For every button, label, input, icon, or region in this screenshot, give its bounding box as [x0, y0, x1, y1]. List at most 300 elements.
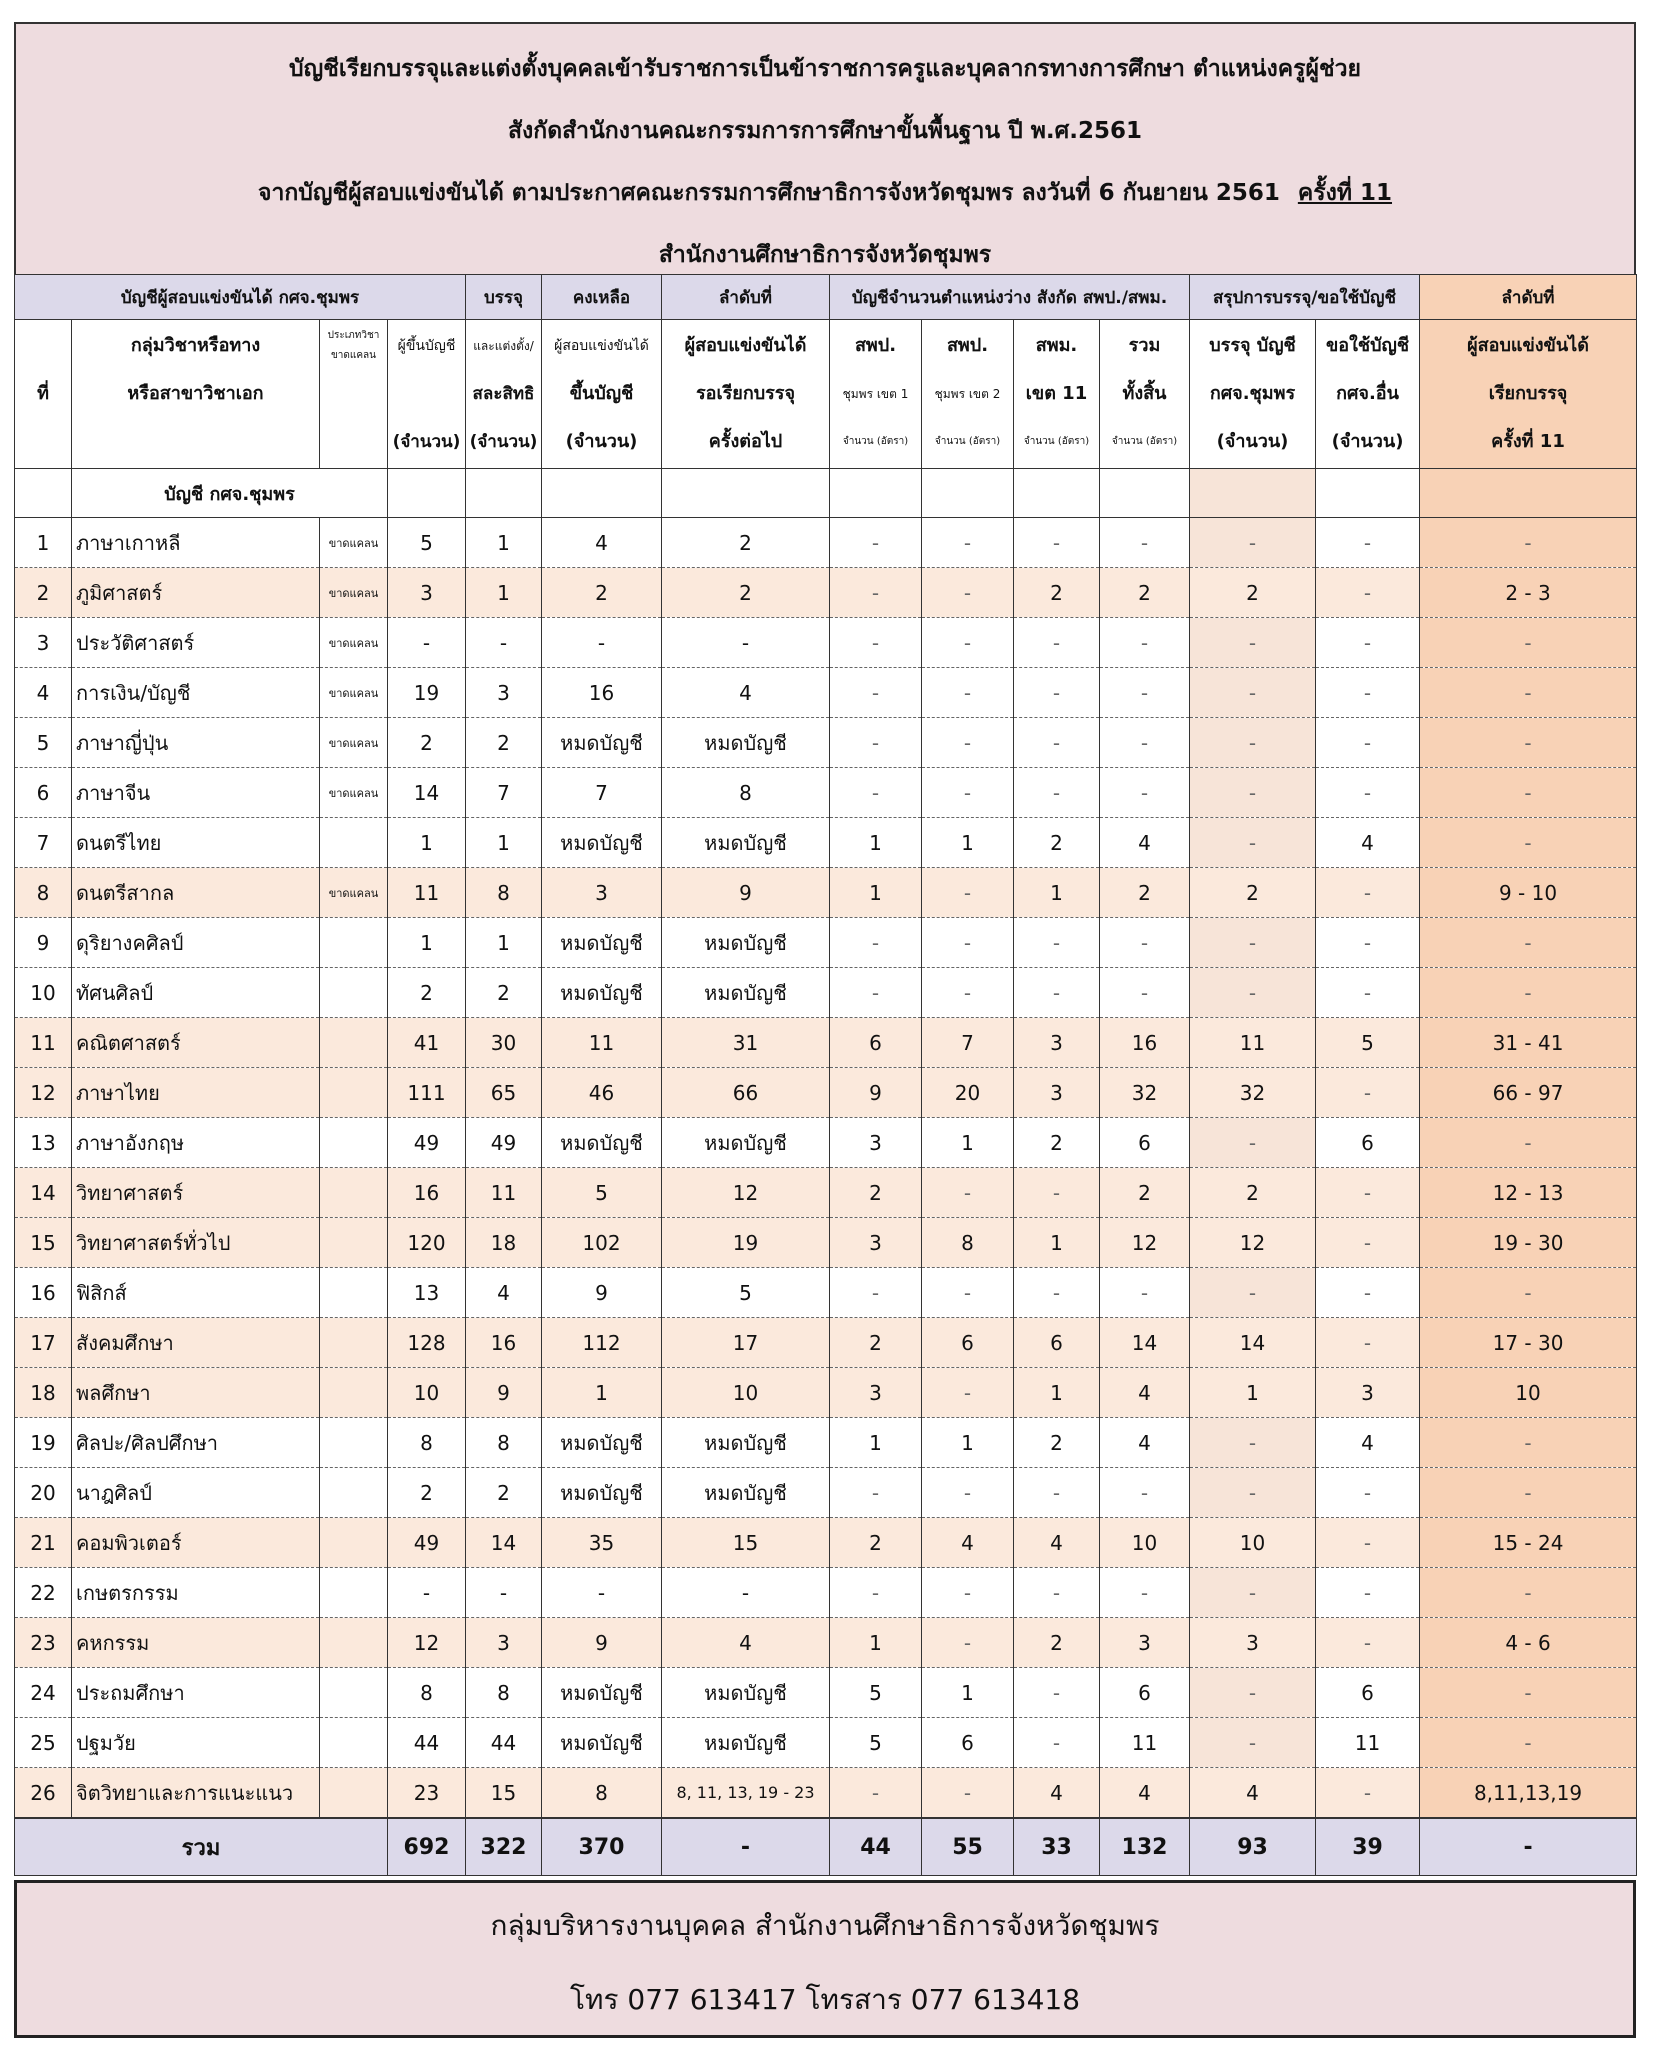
cell-type: [320, 1718, 388, 1768]
cell-vt: 10: [1100, 1518, 1190, 1568]
header-col-rank-2: เรียกบรรจุ: [1488, 383, 1568, 404]
cell-listed: 44: [388, 1718, 466, 1768]
cell-no: 1: [15, 518, 72, 568]
cell-next: 2: [662, 568, 830, 618]
cell-v3: 2: [1014, 1618, 1100, 1668]
cell-s1: 2: [1190, 868, 1316, 918]
document-frame: [14, 22, 1636, 2038]
cell-rank: -: [1420, 818, 1637, 868]
cell-v2: -: [922, 1468, 1014, 1518]
cell-listed: 2: [388, 968, 466, 1018]
cell-s1: 1: [1190, 1368, 1316, 1418]
cell-remain: หมดบัญชี: [542, 1718, 662, 1768]
cell-rank: -: [1420, 518, 1637, 568]
header-col-s2-2: กศจ.อื่น: [1336, 383, 1399, 404]
cell-no: 10: [15, 968, 72, 1018]
header-col-subject: [72, 320, 320, 469]
cell-vt: -: [1100, 668, 1190, 718]
cell-next: หมดบัญชี: [662, 1418, 830, 1468]
cell-subject: ภาษาไทย: [72, 1068, 320, 1118]
cell-v3: 4: [1014, 1768, 1100, 1819]
cell-v2: 1: [922, 1418, 1014, 1468]
cell-type: ขาดแคลน: [320, 768, 388, 818]
cell-placed: 15: [466, 1768, 542, 1819]
cell-listed: 49: [388, 1118, 466, 1168]
header-col-next-1: ผู้สอบแข่งขันได้: [684, 335, 807, 356]
cell-no: 4: [15, 668, 72, 718]
cell-type: [320, 1018, 388, 1068]
cell-v2: 1: [922, 818, 1014, 868]
cell-v2: 1: [922, 1118, 1014, 1168]
cell-no: 21: [15, 1518, 72, 1568]
header-col-s1: [1190, 320, 1316, 469]
cell-v3: 1: [1014, 868, 1100, 918]
header-group-next: ลำดับที่: [662, 275, 830, 320]
cell-v3: 3: [1014, 1018, 1100, 1068]
cell-s2: -: [1316, 868, 1420, 918]
cell-remain: หมดบัญชี: [542, 968, 662, 1018]
cell-placed: 49: [466, 1118, 542, 1168]
cell-type: [320, 1568, 388, 1618]
cell-v1: 3: [830, 1218, 922, 1268]
cell-v2: -: [922, 518, 1014, 568]
header-col-subject-2: หรือสาขาวิชาเอก: [127, 383, 264, 404]
cell-v2: -: [922, 768, 1014, 818]
header-col-listed-1: ผู้ขึ้นบัญชี: [397, 338, 456, 354]
cell-v1: 2: [830, 1318, 922, 1368]
cell-v3: 2: [1014, 568, 1100, 618]
table-row: [15, 1618, 1637, 1668]
cell-v1: 6: [830, 1018, 922, 1068]
cell-placed: 1: [466, 568, 542, 618]
cell-no: 13: [15, 1118, 72, 1168]
header-col-v2: [922, 320, 1014, 469]
cell-next: 4: [662, 668, 830, 718]
cell-listed: 14: [388, 768, 466, 818]
table-row: [15, 1218, 1637, 1268]
header-col-placed: [466, 320, 542, 469]
cell-type: ขาดแคลน: [320, 668, 388, 718]
cell-listed: 41: [388, 1018, 466, 1068]
cell-placed: 16: [466, 1318, 542, 1368]
cell-rank: 4 - 6: [1420, 1618, 1637, 1668]
cell-type: [320, 1118, 388, 1168]
cell-no: 2: [15, 568, 72, 618]
cell-v1: 1: [830, 868, 922, 918]
header-col-listed-2: (จำนวน): [392, 432, 461, 452]
cell-placed: 2: [466, 1468, 542, 1518]
header-col-listed: [388, 320, 466, 469]
cell-next: 4: [662, 1618, 830, 1668]
cell-no: 22: [15, 1568, 72, 1618]
cell-no: 17: [15, 1318, 72, 1368]
cell-s1: -: [1190, 1468, 1316, 1518]
cell-v3: 2: [1014, 818, 1100, 868]
table-row: [15, 1468, 1637, 1518]
cell-v1: -: [830, 1268, 922, 1318]
cell-placed: 8: [466, 1668, 542, 1718]
cell-rank: 8,11,13,19: [1420, 1768, 1637, 1819]
cell-v2: -: [922, 618, 1014, 668]
cell-listed: 12: [388, 1618, 466, 1668]
cell-vt: 11: [1100, 1718, 1190, 1768]
cell-vt: -: [1100, 768, 1190, 818]
header-col-s2: [1316, 320, 1420, 469]
cell-no: 5: [15, 718, 72, 768]
cell-type: ขาดแคลน: [320, 868, 388, 918]
placement-table: [14, 274, 1637, 1876]
total-row: [15, 1818, 1637, 1876]
table-row: [15, 1418, 1637, 1468]
cell-s1: 3: [1190, 1618, 1316, 1668]
cell-remain: 102: [542, 1218, 662, 1268]
header-col-remain-1: ผู้สอบแข่งขันได้: [554, 338, 649, 354]
cell-v2: 8: [922, 1218, 1014, 1268]
header-col-placed-3: (จำนวน): [469, 432, 538, 452]
cell-v1: -: [830, 1568, 922, 1618]
cell-rank: 17 - 30: [1420, 1318, 1637, 1368]
cell-no: 7: [15, 818, 72, 868]
cell-subject: วิทยาศาสตร์ทั่วไป: [72, 1218, 320, 1268]
cell-rank: -: [1420, 1668, 1637, 1718]
cell-vt: 4: [1100, 1418, 1190, 1468]
cell-placed: 3: [466, 668, 542, 718]
table-row: [15, 768, 1637, 818]
cell-s1: -: [1190, 1668, 1316, 1718]
cell-next: หมดบัญชี: [662, 1468, 830, 1518]
cell-v3: -: [1014, 668, 1100, 718]
cell-s1: 2: [1190, 1168, 1316, 1218]
cell-rank: -: [1420, 768, 1637, 818]
cell-v1: -: [830, 568, 922, 618]
cell-s2: 6: [1316, 1118, 1420, 1168]
cell-placed: 44: [466, 1718, 542, 1768]
cell-v3: -: [1014, 718, 1100, 768]
cell-subject: คณิตศาสตร์: [72, 1018, 320, 1068]
header-col-next-2: รอเรียกบรรจุ: [695, 383, 796, 404]
cell-v3: 6: [1014, 1318, 1100, 1368]
cell-placed: 2: [466, 718, 542, 768]
cell-remain: หมดบัญชี: [542, 818, 662, 868]
title-line-2: สังกัดสำนักงานคณะกรรมการการศึกษาขั้นพื้นฐาน ปี พ.ศ.2561: [508, 118, 1142, 144]
cell-placed: 1: [466, 518, 542, 568]
total-v1: 44: [830, 1818, 922, 1876]
title-round: ครั้งที่ 11: [1297, 180, 1393, 206]
cell-v3: -: [1014, 1268, 1100, 1318]
cell-v2: -: [922, 968, 1014, 1018]
cell-remain: 3: [542, 868, 662, 918]
cell-v3: -: [1014, 1668, 1100, 1718]
cell-subject: ดนตรีสากล: [72, 868, 320, 918]
cell-placed: 14: [466, 1518, 542, 1568]
header-group-vacancy: บัญชีจำนวนตำแหน่งว่าง สังกัด สพป./สพม.: [830, 275, 1190, 320]
cell-vt: 6: [1100, 1118, 1190, 1168]
cell-vt: 2: [1100, 1168, 1190, 1218]
cell-v3: 4: [1014, 1518, 1100, 1568]
footer-line-1: กลุ่มบริหารงานบุคคล สำนักงานศึกษาธิการจังหวัดชุมพร: [490, 1909, 1160, 1942]
header-col-v1-2: ชุมพร เขต 1: [842, 387, 909, 401]
cell-next: หมดบัญชี: [662, 1668, 830, 1718]
total-label: รวม: [15, 1818, 388, 1876]
cell-type: [320, 1468, 388, 1518]
cell-remain: 4: [542, 518, 662, 568]
cell-listed: 19: [388, 668, 466, 718]
cell-next: หมดบัญชี: [662, 1718, 830, 1768]
header-col-subject-1: กลุ่มวิชาหรือทาง: [130, 335, 261, 356]
cell-rank: 66 - 97: [1420, 1068, 1637, 1118]
cell-type: [320, 1668, 388, 1718]
total-listed: 692: [388, 1818, 466, 1876]
cell-s1: -: [1190, 818, 1316, 868]
cell-no: 3: [15, 618, 72, 668]
cell-v2: -: [922, 568, 1014, 618]
cell-s1: -: [1190, 918, 1316, 968]
cell-remain: 1: [542, 1368, 662, 1418]
cell-next: 8, 11, 13, 19 - 23: [662, 1768, 830, 1819]
cell-s1: 12: [1190, 1218, 1316, 1268]
header-col-vt-3: จำนวน (อัตรา): [1111, 436, 1178, 447]
cell-no: 16: [15, 1268, 72, 1318]
cell-next: หมดบัญชี: [662, 918, 830, 968]
total-v3: 33: [1014, 1818, 1100, 1876]
cell-v1: -: [830, 968, 922, 1018]
cell-listed: 3: [388, 568, 466, 618]
cell-vt: -: [1100, 518, 1190, 568]
total-s1: 93: [1190, 1818, 1316, 1876]
cell-placed: 1: [466, 918, 542, 968]
cell-type: [320, 1068, 388, 1118]
cell-placed: 30: [466, 1018, 542, 1068]
table-row: [15, 1318, 1637, 1368]
header-col-type: [320, 320, 388, 469]
cell-rank: -: [1420, 1568, 1637, 1618]
cell-s1: -: [1190, 718, 1316, 768]
cell-vt: -: [1100, 718, 1190, 768]
header-col-type-2: ขาดแคลน: [330, 350, 377, 361]
cell-next: 17: [662, 1318, 830, 1368]
cell-v2: -: [922, 868, 1014, 918]
cell-vt: 12: [1100, 1218, 1190, 1268]
cell-s1: 4: [1190, 1768, 1316, 1819]
cell-rank: -: [1420, 1718, 1637, 1768]
cell-vt: -: [1100, 968, 1190, 1018]
cell-vt: 14: [1100, 1318, 1190, 1368]
table-row: [15, 1268, 1637, 1318]
cell-s2: -: [1316, 768, 1420, 818]
cell-s2: -: [1316, 1518, 1420, 1568]
cell-s2: -: [1316, 1268, 1420, 1318]
cell-remain: 35: [542, 1518, 662, 1568]
cell-next: 15: [662, 1518, 830, 1568]
cell-listed: -: [388, 618, 466, 668]
cell-no: 8: [15, 868, 72, 918]
cell-s2: -: [1316, 1218, 1420, 1268]
cell-v2: -: [922, 1568, 1014, 1618]
cell-next: 12: [662, 1168, 830, 1218]
cell-vt: 16: [1100, 1018, 1190, 1068]
cell-v1: -: [830, 618, 922, 668]
cell-subject: ปฐมวัย: [72, 1718, 320, 1768]
header-col-no: ที่: [15, 320, 72, 469]
cell-v3: -: [1014, 768, 1100, 818]
footer-block: [14, 1880, 1636, 2038]
header-col-s1-1: บรรจุ บัญชี: [1209, 335, 1296, 356]
cell-remain: หมดบัญชี: [542, 718, 662, 768]
header-col-remain-3: (จำนวน): [565, 431, 638, 452]
cell-type: [320, 1368, 388, 1418]
cell-rank: 31 - 41: [1420, 1018, 1637, 1068]
cell-rank: 15 - 24: [1420, 1518, 1637, 1568]
cell-subject: คหกรรม: [72, 1618, 320, 1668]
cell-v2: -: [922, 1168, 1014, 1218]
header-col-s2-3: (จำนวน): [1331, 431, 1404, 452]
cell-next: หมดบัญชี: [662, 818, 830, 868]
cell-s2: 4: [1316, 818, 1420, 868]
cell-placed: 11: [466, 1168, 542, 1218]
cell-next: 9: [662, 868, 830, 918]
table-row: [15, 1368, 1637, 1418]
cell-rank: -: [1420, 668, 1637, 718]
cell-v2: 6: [922, 1718, 1014, 1768]
cell-vt: -: [1100, 1568, 1190, 1618]
cell-v1: 9: [830, 1068, 922, 1118]
header-col-v1-1: สพป.: [854, 335, 897, 356]
cell-next: หมดบัญชี: [662, 718, 830, 768]
table-row: [15, 968, 1637, 1018]
table-row: [15, 618, 1637, 668]
cell-listed: 1: [388, 818, 466, 868]
cell-v2: -: [922, 668, 1014, 718]
header-col-vt-2: ทั้งสิ้น: [1122, 383, 1167, 404]
header-group-placed: บรรจุ: [466, 275, 542, 320]
cell-listed: 23: [388, 1768, 466, 1819]
cell-s2: 3: [1316, 1368, 1420, 1418]
total-s2: 39: [1316, 1818, 1420, 1876]
cell-s2: -: [1316, 918, 1420, 968]
cell-v1: -: [830, 918, 922, 968]
cell-listed: -: [388, 1568, 466, 1618]
cell-s1: 2: [1190, 568, 1316, 618]
cell-listed: 120: [388, 1218, 466, 1268]
cell-remain: 11: [542, 1018, 662, 1068]
cell-s1: 32: [1190, 1068, 1316, 1118]
cell-v1: 3: [830, 1118, 922, 1168]
cell-type: [320, 1518, 388, 1568]
header-col-v3-1: สพม.: [1035, 335, 1078, 356]
cell-v1: 1: [830, 818, 922, 868]
cell-no: 20: [15, 1468, 72, 1518]
section-row: [15, 469, 1637, 518]
table-row: [15, 1018, 1637, 1068]
cell-s1: 14: [1190, 1318, 1316, 1368]
cell-remain: หมดบัญชี: [542, 1468, 662, 1518]
cell-subject: จิตวิทยาและการแนะแนว: [72, 1768, 320, 1819]
cell-type: [320, 968, 388, 1018]
total-next: -: [662, 1818, 830, 1876]
cell-no: 25: [15, 1718, 72, 1768]
cell-v3: -: [1014, 918, 1100, 968]
header-col-remain-2: ขึ้นบัญชี: [569, 383, 634, 404]
table-row: [15, 1568, 1637, 1618]
header-col-v2-1: สพป.: [946, 335, 989, 356]
cell-remain: 9: [542, 1268, 662, 1318]
cell-remain: 9: [542, 1618, 662, 1668]
cell-v1: 1: [830, 1618, 922, 1668]
cell-placed: 65: [466, 1068, 542, 1118]
cell-listed: 10: [388, 1368, 466, 1418]
cell-placed: 4: [466, 1268, 542, 1318]
cell-placed: 8: [466, 1418, 542, 1468]
header-col-v1-3: จำนวน (อัตรา): [842, 436, 909, 447]
header-col-rank: [1420, 320, 1637, 469]
cell-next: 66: [662, 1068, 830, 1118]
cell-s2: -: [1316, 518, 1420, 568]
cell-v3: -: [1014, 1718, 1100, 1768]
cell-v1: -: [830, 1768, 922, 1819]
cell-rank: -: [1420, 1468, 1637, 1518]
cell-no: 15: [15, 1218, 72, 1268]
cell-s2: -: [1316, 1618, 1420, 1668]
cell-vt: 4: [1100, 1768, 1190, 1819]
cell-subject: ฟิสิกส์: [72, 1268, 320, 1318]
cell-placed: -: [466, 618, 542, 668]
cell-v1: 5: [830, 1718, 922, 1768]
cell-s2: -: [1316, 1768, 1420, 1819]
cell-rank: 9 - 10: [1420, 868, 1637, 918]
header-col-s1-3: (จำนวน): [1216, 431, 1289, 452]
cell-v1: 2: [830, 1518, 922, 1568]
header-col-v3-2: เขต 11: [1025, 383, 1088, 404]
cell-type: ขาดแคลน: [320, 618, 388, 668]
cell-remain: 2: [542, 568, 662, 618]
cell-placed: 8: [466, 868, 542, 918]
table-row: [15, 518, 1637, 568]
cell-no: 24: [15, 1668, 72, 1718]
cell-next: -: [662, 618, 830, 668]
cell-vt: -: [1100, 918, 1190, 968]
cell-no: 14: [15, 1168, 72, 1218]
cell-type: [320, 1168, 388, 1218]
header-col-vt: [1100, 320, 1190, 469]
cell-placed: 2: [466, 968, 542, 1018]
cell-s2: -: [1316, 718, 1420, 768]
cell-rank: -: [1420, 618, 1637, 668]
cell-no: 6: [15, 768, 72, 818]
cell-remain: 7: [542, 768, 662, 818]
cell-subject: พลศึกษา: [72, 1368, 320, 1418]
header-col-vt-1: รวม: [1128, 335, 1161, 356]
cell-subject: การเงิน/บัญชี: [72, 668, 320, 718]
cell-s1: -: [1190, 618, 1316, 668]
cell-rank: 10: [1420, 1368, 1637, 1418]
cell-v1: 2: [830, 1168, 922, 1218]
table-row: [15, 1718, 1637, 1768]
cell-type: ขาดแคลน: [320, 518, 388, 568]
cell-v1: 1: [830, 1418, 922, 1468]
cell-s1: -: [1190, 768, 1316, 818]
cell-vt: 4: [1100, 818, 1190, 868]
header-col-v3-3: จำนวน (อัตรา): [1023, 436, 1090, 447]
cell-subject: เกษตรกรรม: [72, 1568, 320, 1618]
cell-subject: ศิลปะ/ศิลปศึกษา: [72, 1418, 320, 1468]
cell-s1: -: [1190, 1418, 1316, 1468]
title-block: [14, 22, 1636, 274]
header-col-s2-1: ขอใช้บัญชี: [1325, 335, 1410, 356]
cell-next: 10: [662, 1368, 830, 1418]
cell-s1: 10: [1190, 1518, 1316, 1568]
total-placed: 322: [466, 1818, 542, 1876]
cell-no: 26: [15, 1768, 72, 1819]
